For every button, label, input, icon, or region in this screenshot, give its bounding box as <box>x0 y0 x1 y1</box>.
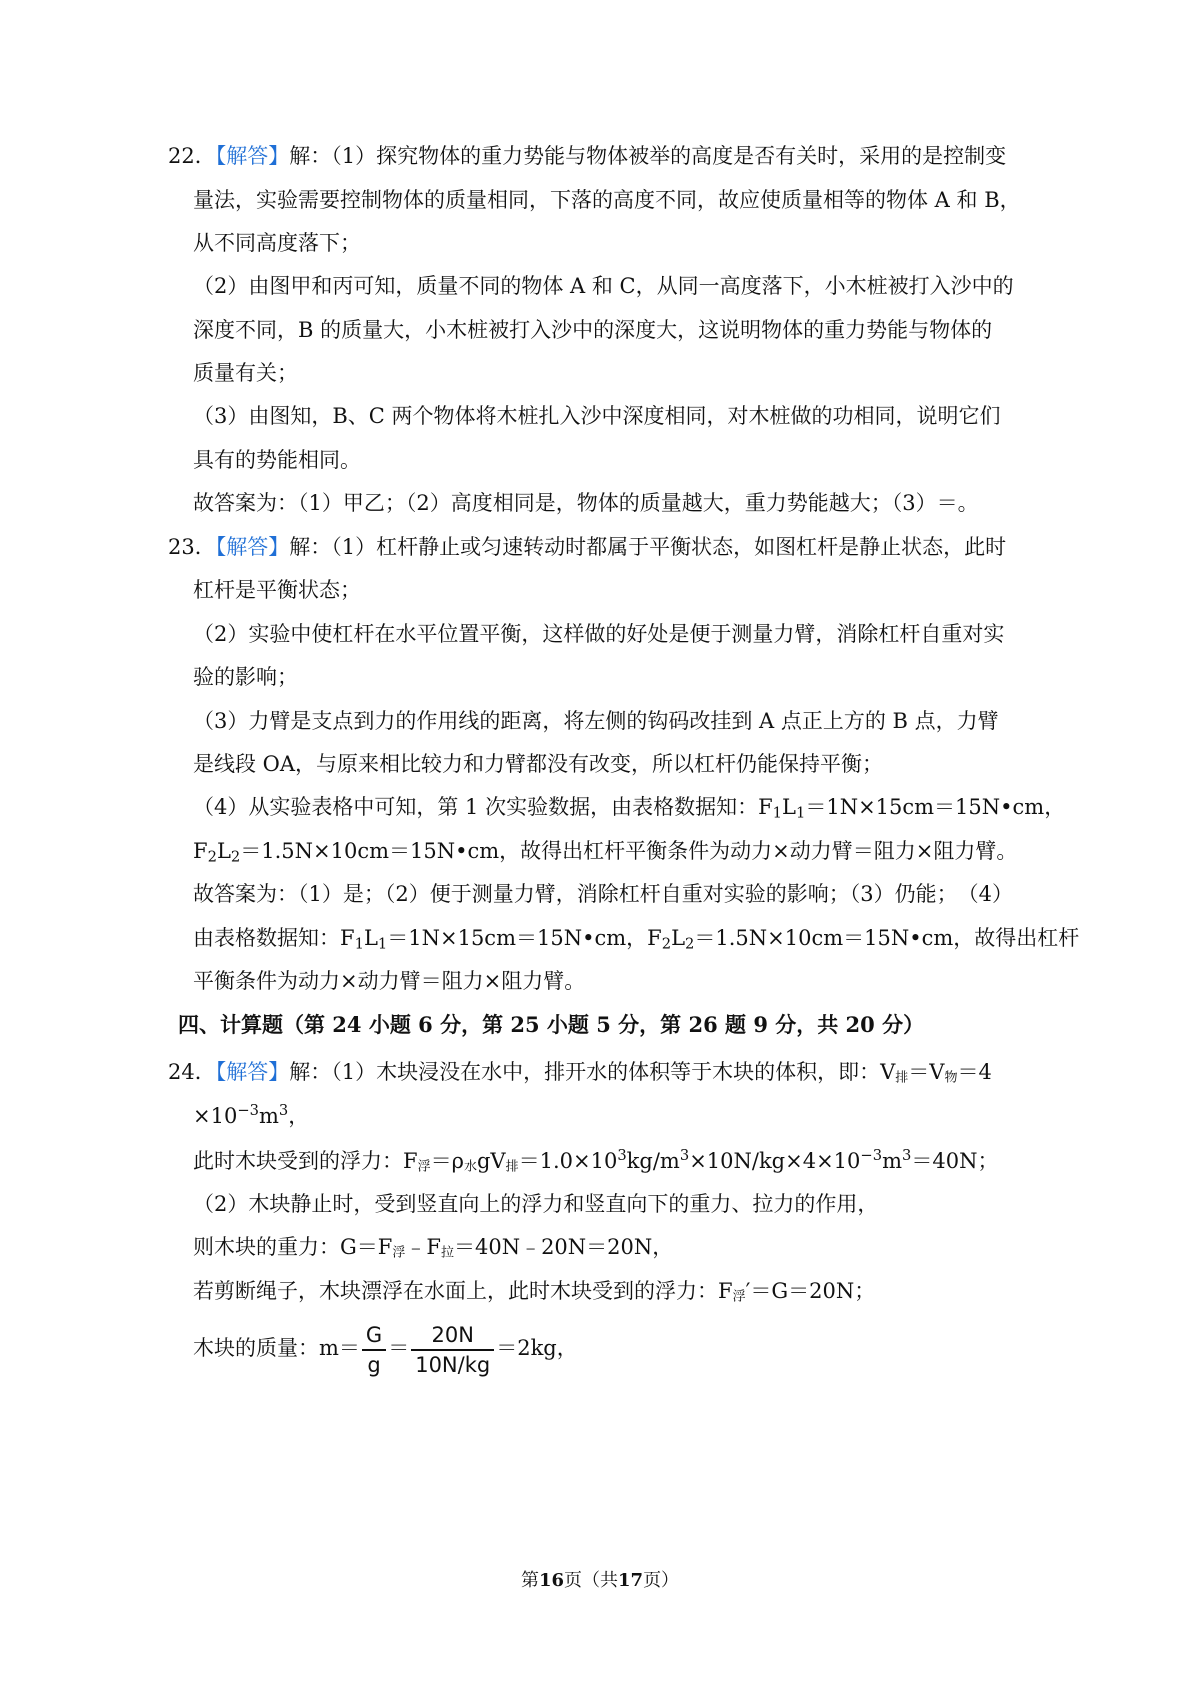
q23-text-8c: ＝1.5N×10cm＝15N•cm，故得出杠杆平衡条件为动力×动力臂＝阻力×阻力臂。 <box>240 839 1018 863</box>
q22-line-3: 从不同高度落下； <box>193 231 361 255</box>
q24-text-3b: ＝ρ <box>430 1149 464 1173</box>
q24-line-4: （2）木块静止时，受到竖直向上的浮力和竖直向下的重力、拉力的作用， <box>193 1192 879 1216</box>
q23-text-8b: L <box>216 839 231 863</box>
q24-text-5b: ﹣F <box>405 1235 441 1259</box>
superscript: 3 <box>679 1146 690 1164</box>
q24-text-2b: m <box>258 1104 279 1128</box>
q24-text-1a: 解：（1）木块浸没在水中，排开水的体积等于木块的体积，即：V <box>289 1060 896 1084</box>
q23-text-7a: （4）从实验表格中可知，第 1 次实验数据，由表格数据知：F <box>193 795 773 819</box>
subscript: 1 <box>795 804 806 822</box>
subscript: 浮 <box>392 1245 406 1261</box>
q24-text-2a: ×10 <box>193 1104 238 1128</box>
q23-line-3: （2）实验中使杠杆在水平位置平衡，这样做的好处是便于测量力臂，消除杠杆自重对实 <box>193 622 1005 646</box>
subscript: 拉 <box>440 1245 454 1261</box>
superscript: 3 <box>617 1146 627 1164</box>
q24-answer-tag: 【解答】 <box>215 1060 290 1084</box>
q22-line-8: 具有的势能相同。 <box>193 448 361 472</box>
fraction-numerator: G <box>362 1321 386 1351</box>
q24-text-7b: ＝ <box>388 1336 410 1360</box>
q23-text-7b: L <box>782 795 796 819</box>
superscript: 3 <box>278 1101 289 1119</box>
q22-line-7: （3）由图知，B、C 两个物体将木桩扎入沙中深度相同，对木桩做的功相同，说明它们 <box>193 404 1001 428</box>
q23-line-11: 平衡条件为动力×动力臂＝阻力×阻力臂。 <box>193 969 586 993</box>
subscript: 2 <box>230 848 241 866</box>
q22-line-9: 故答案为：（1）甲乙；（2）高度相同是，物体的质量越大，重力势能越大；（3）＝。 <box>193 491 979 515</box>
subscript: 1 <box>772 804 783 822</box>
q24-text-3a: 此时木块受到的浮力：F <box>193 1149 418 1173</box>
subscript: 2 <box>207 848 217 866</box>
q24-text-3c: gV <box>476 1149 506 1173</box>
subscript: 1 <box>377 935 388 953</box>
q24-line-5 <box>193 1233 673 1268</box>
q24-text-7a: 木块的质量：m＝ <box>193 1336 360 1360</box>
q23-answer-tag: 【解答】 <box>215 535 290 559</box>
subscript: 浮 <box>732 1289 746 1305</box>
q24-text-1c: ＝4 <box>957 1060 992 1084</box>
q23-line-2: 杠杆是平衡状态； <box>193 578 361 602</box>
superscript: −3 <box>237 1101 259 1119</box>
subscript: 2 <box>685 935 695 953</box>
subscript: 水 <box>463 1159 477 1175</box>
q24-text-3g: m <box>882 1149 902 1173</box>
q23-line-6: 是线段 OA，与原来相比较力和力臂都没有改变，所以杠杆仍能保持平衡； <box>193 752 884 776</box>
q23-text-10d: L <box>671 926 686 950</box>
q23-text-7c: ＝1N×15cm＝15N•cm， <box>805 795 1066 819</box>
q23-line-7 <box>193 793 1065 821</box>
q23-text-10b: L <box>363 926 378 950</box>
subscript: 排 <box>895 1070 909 1086</box>
q22-line-6: 质量有关； <box>193 361 298 385</box>
q24-text-7c: ＝2kg， <box>496 1336 578 1360</box>
subscript: 物 <box>944 1070 958 1086</box>
q23-line-9: 故答案为：（1）是；（2）便于测量力臂，消除杠杆自重对实验的影响；（3）仍能； （4） <box>193 882 1013 906</box>
q24-text-3f: ×10N/kg×4×10 <box>689 1149 861 1173</box>
q22-number: 22． <box>168 144 216 168</box>
fraction-numerator: 20N <box>411 1321 494 1351</box>
q24-text-6a: 若剪断绳子，木块漂浮在水面上，此时木块受到的浮力：F <box>193 1279 733 1303</box>
q23-text-10e: ＝1.5N×10cm＝15N•cm，故得出杠杆 <box>694 926 1080 950</box>
q23-line-4: 验的影响； <box>193 665 298 689</box>
subscript: 2 <box>661 935 672 953</box>
fraction-denominator: 10N/kg <box>415 1352 491 1377</box>
q24-text-3d: ＝1.0×10 <box>518 1149 618 1173</box>
q23-text-1: 解：（1）杠杆静止或匀速转动时都属于平衡状态，如图杠杆是静止状态，此时 <box>289 535 1007 559</box>
fraction-g-over-g <box>362 1321 386 1379</box>
q23-line-8 <box>193 837 1017 865</box>
q24-line-2 <box>193 1102 309 1130</box>
subscript: 排 <box>505 1159 519 1175</box>
q24-text-6b: ′＝G＝20N； <box>745 1279 876 1303</box>
subscript: 1 <box>354 935 364 953</box>
q22-line-1 <box>168 142 1006 170</box>
q23-text-10a: 由表格数据知：F <box>193 926 355 950</box>
q24-text-5a: 则木块的重力：G＝F <box>193 1235 393 1259</box>
footer-total-pages: 17 <box>618 1570 644 1591</box>
footer-prefix: 第 <box>520 1570 539 1591</box>
q24-text-3e: kg/m <box>626 1149 680 1173</box>
q22-answer-tag: 【解答】 <box>215 144 290 168</box>
footer-middle: 页（共 <box>564 1570 618 1591</box>
q24-number: 24． <box>168 1060 216 1084</box>
footer-page-number: 16 <box>538 1570 564 1591</box>
q24-text-3h: ＝40N； <box>911 1149 999 1173</box>
q24-line-7 <box>193 1318 578 1379</box>
superscript: −3 <box>860 1146 883 1164</box>
footer-suffix: 页） <box>643 1570 680 1591</box>
q22-text-1: 解：（1）探究物体的重力势能与物体被举的高度是否有关时，采用的是控制变 <box>289 144 1007 168</box>
q22-line-4: （2）由图甲和丙可知，质量不同的物体 A 和 C，从同一高度落下，小木桩被打入沙中的 <box>193 274 1014 298</box>
section-heading: 四、计算题（第 24 小题 6 分，第 25 小题 5 分，第 26 题 9 分，共 20 分） <box>178 1012 925 1037</box>
q22-line-2: 量法，实验需要控制物体的质量相同，下落的高度不同，故应使质量相等的物体 A 和 B， <box>193 188 1021 212</box>
fraction-20n-over-10nkg <box>411 1321 494 1379</box>
q23-line-10 <box>193 924 1079 952</box>
q23-number: 23． <box>168 535 216 559</box>
q23-text-10c: ＝1N×15cm＝15N•cm，F <box>387 926 662 950</box>
q23-line-5: （3）力臂是支点到力的作用线的距离，将左侧的钩码改挂到 A 点正上方的 B 点，力臂 <box>193 709 999 733</box>
subscript: 浮 <box>417 1159 431 1175</box>
fraction-denominator: g <box>367 1352 381 1377</box>
q24-text-1b: ＝V <box>908 1060 945 1084</box>
q24-text-2c: ， <box>288 1104 310 1128</box>
q24-line-3 <box>193 1147 998 1182</box>
q23-text-8a: F <box>193 839 208 863</box>
page-footer <box>0 1566 1200 1592</box>
q23-line-1 <box>168 533 1006 561</box>
q24-line-6 <box>193 1277 875 1312</box>
q24-line-1 <box>168 1058 992 1093</box>
q22-line-5: 深度不同，B 的质量大，小木桩被打入沙中的深度大，这说明物体的重力势能与物体的 <box>193 318 993 342</box>
q24-text-5c: ＝40N﹣20N＝20N， <box>453 1235 674 1259</box>
superscript: 3 <box>901 1146 912 1164</box>
